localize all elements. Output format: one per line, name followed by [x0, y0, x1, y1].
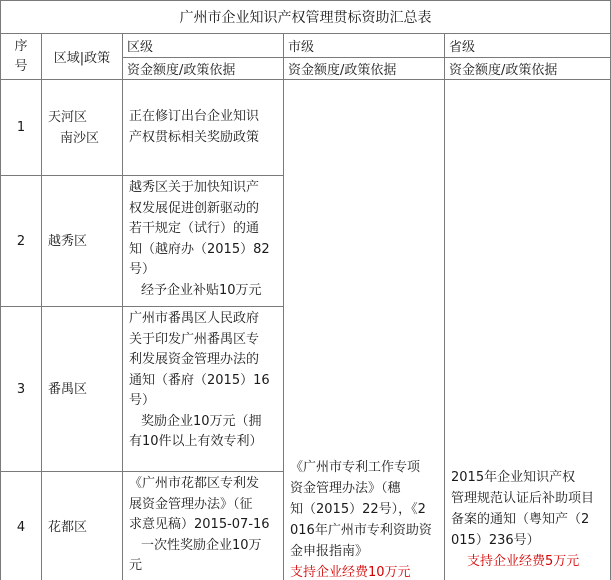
table-row	[1, 80, 611, 176]
region-line: 越秀区	[48, 233, 88, 249]
city-policy-line: 知（2015）22号），《2	[290, 502, 426, 517]
policy-line: 利发展资金管理办法的	[129, 352, 260, 367]
policy-line: 号）	[129, 393, 156, 408]
province-policy-line: 015）236号）	[451, 533, 540, 548]
policy-amount: 元	[129, 558, 143, 573]
province-policy-cell	[445, 80, 611, 580]
policy-line: 权发展促进创新驱动的	[129, 200, 260, 216]
header-region: 区域|政策	[42, 34, 123, 80]
policy-line: 正在修订出台企业知识	[129, 109, 260, 124]
row-region	[42, 176, 123, 307]
subheader-province: 资金额度/政策依据	[445, 58, 611, 80]
header-row	[1, 34, 611, 58]
row-seq: 2	[1, 176, 42, 307]
row-seq: 1	[1, 80, 42, 176]
policy-line: 求意见稿）2015-07-16	[129, 517, 270, 532]
row-district-policy	[123, 307, 284, 472]
region-line: 番禺区	[48, 381, 88, 397]
subheader-city: 资金额度/政策依据	[284, 58, 445, 80]
city-support-amount: 支持企业经费10万元	[290, 565, 411, 580]
row-district-policy	[123, 80, 284, 176]
policy-line: 越秀区关于加快知识产	[129, 180, 260, 195]
policy-line: 关于印发广州番禺区专	[129, 331, 260, 347]
header-province: 省级	[445, 34, 611, 58]
policy-amount: 经予企业补贴10万元	[141, 282, 262, 298]
header-district: 区级	[123, 34, 284, 58]
city-policy-line: 资金管理办法》（穗	[290, 481, 401, 496]
province-policy-line: 2015年企业知识产权	[451, 470, 576, 485]
header-seq-line2: 号	[14, 58, 28, 74]
policy-amount: 有10件以上有效专利）	[129, 434, 263, 449]
table-title: 广州市企业知识产权管理贯标资助汇总表	[1, 1, 611, 34]
policy-line: 知（越府办（2015）82	[129, 241, 270, 257]
policy-amount: 奖励企业10万元（拥	[141, 413, 262, 429]
header-city: 市级	[284, 34, 445, 58]
policy-line: 号）	[129, 262, 156, 277]
row-region	[42, 307, 123, 472]
policy-line: 展资金管理办法》（征	[129, 496, 253, 512]
city-policy-line: 金申报指南》	[290, 544, 369, 559]
row-seq: 3	[1, 307, 42, 472]
row-district-policy	[123, 176, 284, 307]
policy-line: 《广州市花都区专利发	[129, 476, 260, 491]
province-support-amount: 支持企业经费5万元	[467, 554, 580, 569]
region-line: 花都区	[48, 520, 88, 535]
row-region	[42, 472, 123, 580]
city-policy-line: 016年广州市专利资助资	[290, 523, 432, 538]
header-seq	[1, 34, 42, 80]
policy-line: 产权贯标相关奖励政策	[129, 129, 260, 145]
province-policy-line: 管理规范认证后补助项目	[451, 491, 595, 506]
city-policy-line: 《广州市专利工作专项	[290, 460, 421, 475]
subheader-district: 资金额度/政策依据	[123, 58, 284, 80]
row-district-policy	[123, 472, 284, 580]
region-line: 南沙区	[60, 130, 100, 146]
region-line: 天河区	[48, 109, 88, 125]
policy-line: 广州市番禺区人民政府	[129, 311, 260, 326]
header-seq-line1: 序	[14, 38, 28, 54]
policy-line: 通知（番府（2015）16	[129, 372, 270, 388]
title-row	[1, 1, 611, 34]
row-region	[42, 80, 123, 176]
policy-amount: 一次性奖励企业10万	[141, 537, 262, 553]
city-policy-cell	[284, 80, 445, 580]
policy-line: 若干规定（试行）的通	[129, 221, 260, 236]
province-policy-line: 备案的通知（粤知产（2	[451, 512, 590, 527]
row-seq: 4	[1, 472, 42, 580]
